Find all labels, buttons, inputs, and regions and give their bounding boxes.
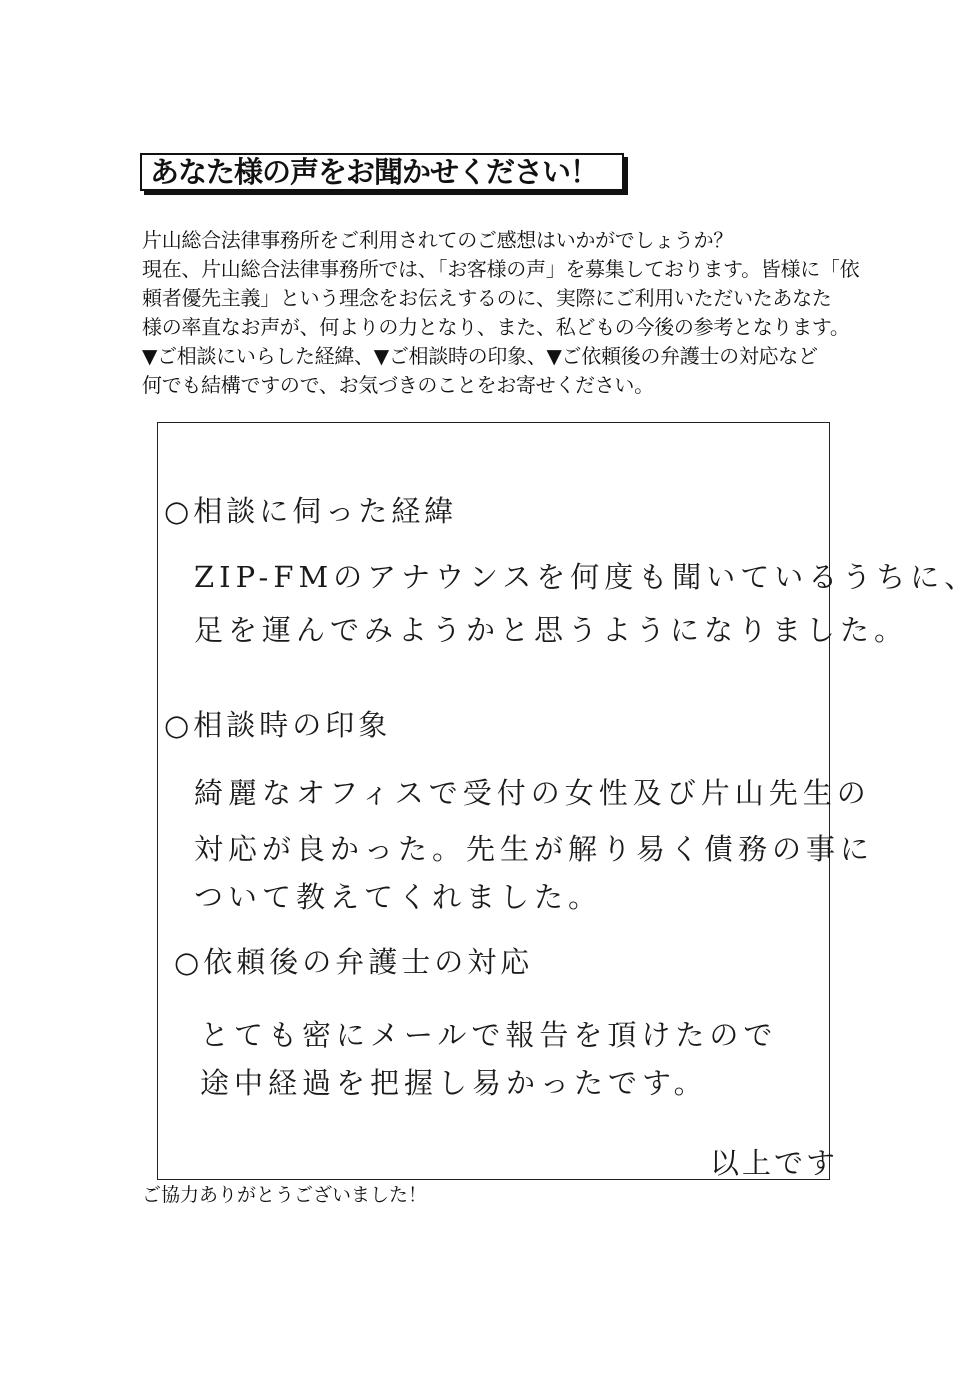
title-box xyxy=(140,153,624,191)
intro-line: 何でも結構ですので、お気づきのことをお寄せください。 xyxy=(142,373,654,397)
section3-line: とても密にメールで報告を頂けたので xyxy=(200,1018,778,1052)
section2-line: 対応が良かった。先生が解り易く債務の事に xyxy=(194,832,875,866)
page-title: あなた様の声をお聞かせください！ xyxy=(150,154,599,189)
section1-line: 足を運んでみようかと思うようになりました。 xyxy=(194,613,909,647)
intro-line: 現在、片山総合法律事務所では、「お客様の声」を募集しております。皆様に「依 xyxy=(142,257,860,281)
section2-line: ついて教えてくれました。 xyxy=(194,880,603,914)
intro-line: 片山総合法律事務所をご利用されてのご感想はいかがでしょうか？ xyxy=(142,228,733,252)
answer-box xyxy=(157,422,979,1180)
section1-line: ZIP-FMのアナウンスを何度も聞いているうちに、 xyxy=(194,560,979,594)
section3-heading: ○依頼後の弁護士の対応 xyxy=(174,945,534,979)
intro-line: 様の率直なお声が、何よりの力となり、また、私どもの今後の参考となります。 xyxy=(142,315,850,339)
section1-heading: ○相談に伺った経緯 xyxy=(164,494,458,528)
section2-line: 綺麗なオフィスで受付の女性及び片山先生の xyxy=(194,776,871,810)
section2-heading: ○相談時の印象 xyxy=(164,708,392,742)
section3-line: 途中経過を把握し易かったです。 xyxy=(200,1066,708,1100)
intro-line: 頼者優先主義」という理念をお伝えするのに、実際にご利用いただいたあなた xyxy=(142,286,832,310)
intro-line: ▼ご相談にいらした経緯、▼ご相談時の印象、▼ご依頼後の弁護士の対応など xyxy=(142,344,818,368)
intro-paragraph xyxy=(142,226,860,400)
thanks-message: ご協力ありがとうございました！ xyxy=(142,1184,428,1206)
closing-remark: 以上です xyxy=(710,1146,839,1180)
